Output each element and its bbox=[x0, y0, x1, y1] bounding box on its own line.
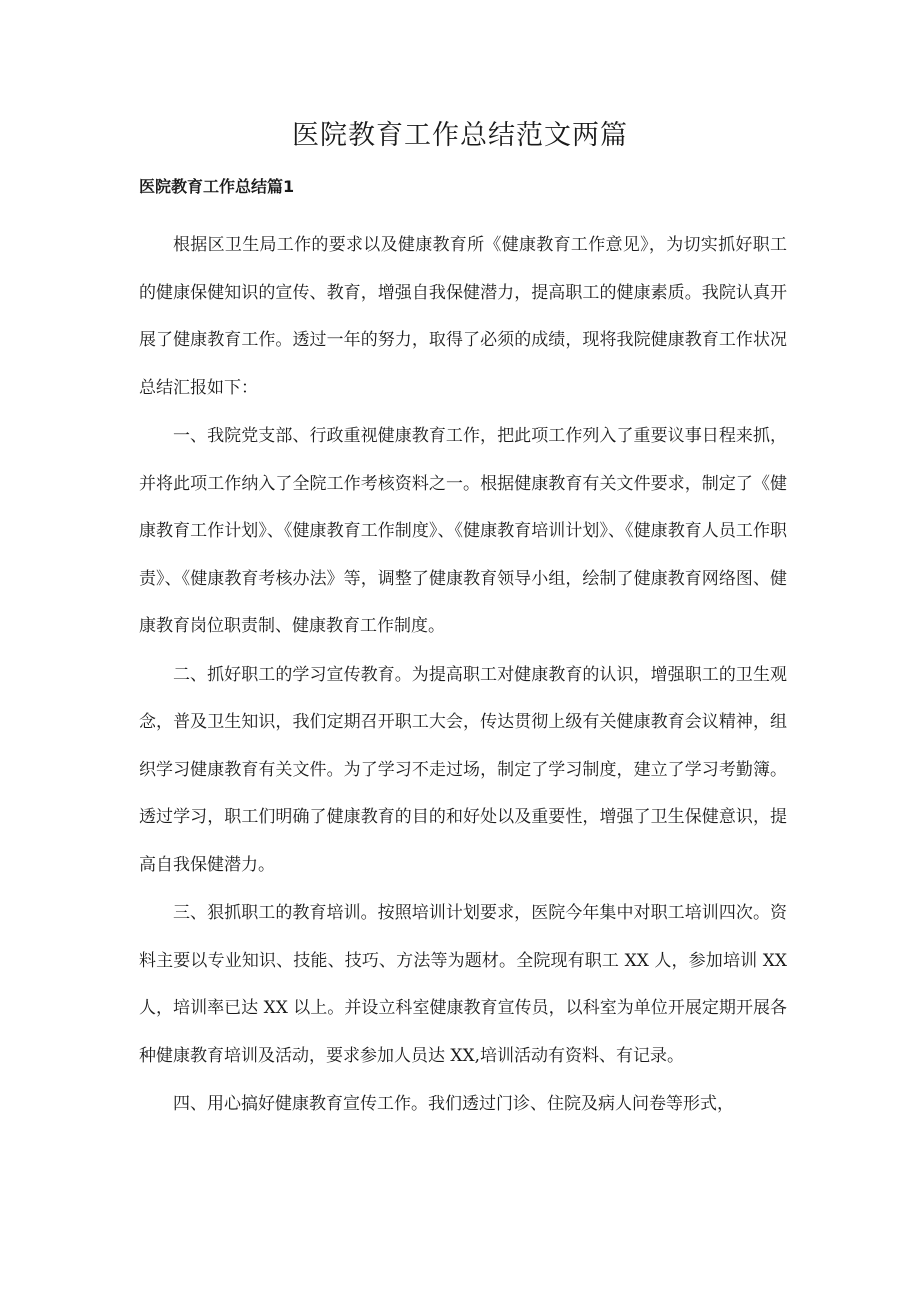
document-body bbox=[139, 222, 787, 1129]
paragraph-3: 三、狠抓职工的教育培训。按照培训计划要求，医院今年集中对职工培训四次。资料主要以专业知识、技能、技巧、方法等为题材。全院现有职工 XX 人，参加培训 XX 人，培训率已达 XX 以上。并设立科室健康教育宣传员，以科室为单位开展定期开展各种健康教育培训及活动，要求参加人员达 XX,培训活动有资料、有记录。 bbox=[139, 903, 787, 1066]
paragraph-4: 四、用心搞好健康教育宣传工作。我们透过门诊、住院及病人问卷等形式， bbox=[173, 1094, 734, 1114]
section-heading: 医院教育工作总结篇1 bbox=[139, 177, 295, 196]
document-title: 医院教育工作总结范文两篇 bbox=[292, 120, 628, 151]
paragraph-1: 一、我院党支部、行政重视健康教育工作，把此项工作列入了重要议事日程来抓，并将此项工作纳入了全院工作考核资料之一。根据健康教育有关文件要求，制定了《健康教育工作计划》、《健康教育工作制度》、《健康教育培训计划》、《健康教育人员工作职责》、《健康教育考核办法》等，调整了健康教育领导小组，绘制了健康教育网络图、健康教育岗位职责制、健康教育工作制度。 bbox=[139, 426, 787, 636]
paragraph-intro: 根据区卫生局工作的要求以及健康教育所《健康教育工作意见》，为切实抓好职工的健康保健知识的宣传、教育，增强自我保健潜力，提高职工的健康素质。我院认真开展了健康教育工作。透过一年的努力，取得了必须的成绩，现将我院健康教育工作状况总结汇报如下： bbox=[139, 235, 787, 398]
paragraph-2: 二、抓好职工的学习宣传教育。为提高职工对健康教育的认识，增强职工的卫生观念，普及卫生知识，我们定期召开职工大会，传达贯彻上级有关健康教育会议精神，组织学习健康教育有关文件。为了学习不走过场，制定了学习制度，建立了学习考勤簿。透过学习，职工们明确了健康教育的目的和好处以及重要性，增强了卫生保健意识，提高自我保健潜力。 bbox=[139, 664, 787, 875]
